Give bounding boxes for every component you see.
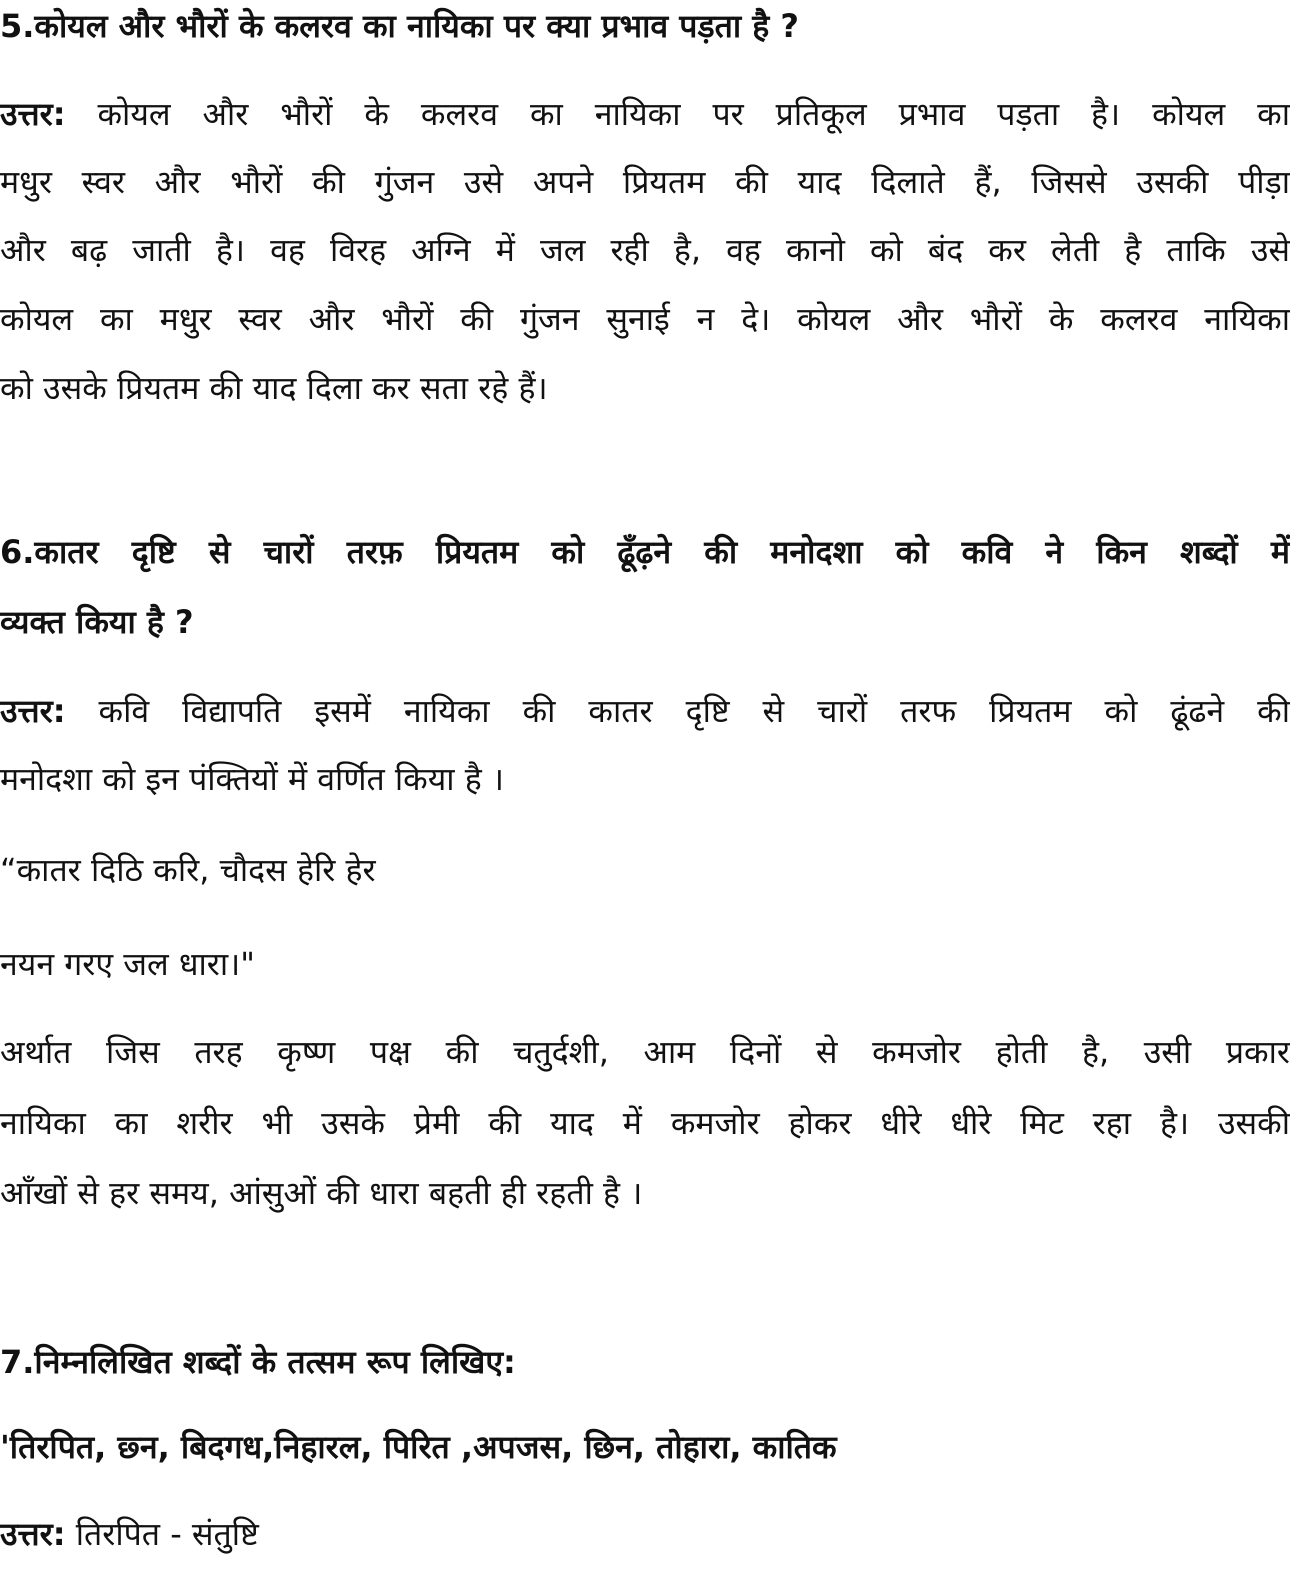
answer-label: उत्तर:: [0, 1515, 66, 1553]
verse-line-2: नयन गरए जल धारा।": [0, 945, 256, 983]
verse-line-1: “कातर दिठि करि, चौदस हेरि हेर: [0, 851, 376, 889]
question-6-line-1: 6.कातर दृष्टि से चारों तरफ़ प्रियतम को ढूँढ़ने की मनोदशा को कवि ने किन शब्दों में: [0, 533, 1290, 571]
question-7: 7.निम्नलिखित शब्दों के तत्सम रूप लिखिए:: [0, 1343, 516, 1381]
q6-answer-line-2: मनोदशा को इन पंक्तियों में वर्णित किया है ।: [0, 760, 505, 798]
explanation-line-1: अर्थात जिस तरह कृष्ण पक्ष की चतुर्दशी, आम दिनों से कमजोर होती है, उसी प्रकार: [0, 1033, 1290, 1071]
answer-label: उत्तर:: [0, 692, 66, 730]
answer-label: उत्तर:: [0, 95, 66, 133]
question-6-line-2: व्यक्त किया है ?: [0, 603, 194, 641]
answer-text: कवि विद्यापति इसमें नायिका की कातर दृष्टि से चारों तरफ प्रियतम को ढूंढने की: [98, 692, 1290, 730]
answer-text: तिरपित - संतुष्टि: [75, 1515, 259, 1553]
q7-answer-line-1: [0, 1512, 1290, 1556]
explanation-line-3: आँखों से हर समय, आंसुओं की धारा बहती ही रहती है ।: [0, 1174, 643, 1212]
q6-answer-line-1: [0, 689, 1290, 733]
answer-text: कोयल और भौरों के कलरव का नायिका पर प्रतिकूल प्रभाव पड़ता है। कोयल का: [97, 95, 1290, 133]
q7-word-list: 'तिरपित, छ्न, बिदगध,निहारल, पिरित ,अपजस, छिन, तोहारा, कातिक: [0, 1428, 837, 1466]
q5-answer-line-5: को उसके प्रियतम की याद दिला कर सता रहे हैं।: [0, 369, 548, 407]
q5-answer-line-1: [0, 92, 1290, 136]
q5-answer-line-2: मधुर स्वर और भौरों की गुंजन उसे अपने प्रियतम की याद दिलाते हैं, जिससे उसकी पीड़ा: [0, 163, 1290, 201]
q5-answer-line-4: कोयल का मधुर स्वर और भौरों की गुंजन सुनाई न दे। कोयल और भौरों के कलरव नायिका: [0, 300, 1290, 338]
explanation-line-2: नायिका का शरीर भी उसके प्रेमी की याद में कमजोर होकर धीरे धीरे मिट रहा है। उसकी: [0, 1104, 1290, 1142]
question-5: 5.कोयल और भौरों के कलरव का नायिका पर क्या प्रभाव पड़ता है ?: [0, 7, 799, 45]
q5-answer-line-3: और बढ़ जाती है। वह विरह अग्नि में जल रही है, वह कानो को बंद कर लेती है ताकि उसे: [0, 231, 1290, 269]
